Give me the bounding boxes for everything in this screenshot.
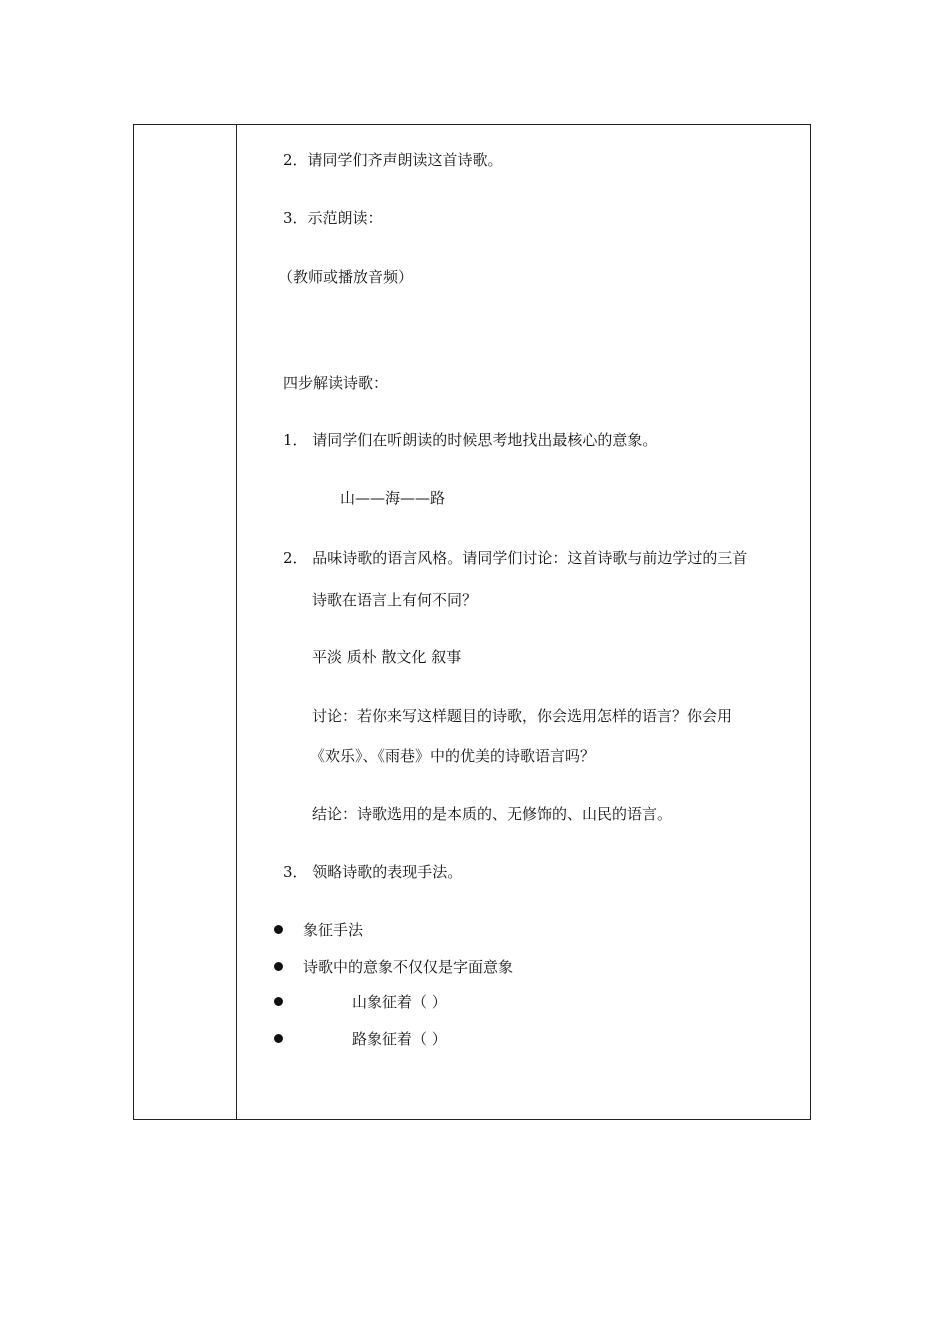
bullet-dot-icon bbox=[274, 997, 283, 1006]
item-2-continuation: 诗歌在语言上有何不同？ bbox=[312, 591, 478, 609]
bullet-text: 象征手法 bbox=[303, 921, 364, 939]
reading-note: （教师或播放音频） bbox=[278, 268, 414, 286]
bullet-dot-icon bbox=[274, 925, 283, 934]
item-2-text: 2． 品味诗歌的语言风格。请同学们讨论：这首诗歌与前边学过的三首 bbox=[283, 549, 748, 567]
language-style-keywords: 平淡 质朴 散文化 叙事 bbox=[312, 648, 462, 666]
conclusion-text: 结论：诗歌选用的是本质的、无修饰的、山民的语言。 bbox=[312, 805, 673, 823]
discussion-text: 讨论：若你来写这样题目的诗歌，你会选用怎样的语言？你会用 bbox=[312, 707, 733, 725]
discussion-continuation: 《欢乐》、《雨巷》中的优美的诗歌语言吗？ bbox=[310, 747, 596, 765]
bullet-text: 山象征着（ ） bbox=[352, 993, 447, 1011]
bullet-dot-icon bbox=[274, 962, 283, 971]
bullet-text: 路象征着（ ） bbox=[352, 1030, 447, 1048]
table-column-divider bbox=[236, 125, 237, 1119]
section-heading: 四步解读诗歌： bbox=[283, 374, 389, 392]
item-1-text: 1． 请同学们在听朗读的时候思考地找出最核心的意象。 bbox=[283, 431, 658, 449]
imagery-sequence: 山——海——路 bbox=[340, 489, 446, 507]
item-3-text: 3． 领略诗歌的表现手法。 bbox=[283, 863, 463, 881]
bullet-text: 诗歌中的意象不仅仅是字面意象 bbox=[303, 958, 514, 976]
bullet-dot-icon bbox=[274, 1034, 283, 1043]
step-3-text: 3．示范朗读： bbox=[283, 209, 383, 227]
step-2-text: 2．请同学们齐声朗读这首诗歌。 bbox=[283, 151, 503, 169]
